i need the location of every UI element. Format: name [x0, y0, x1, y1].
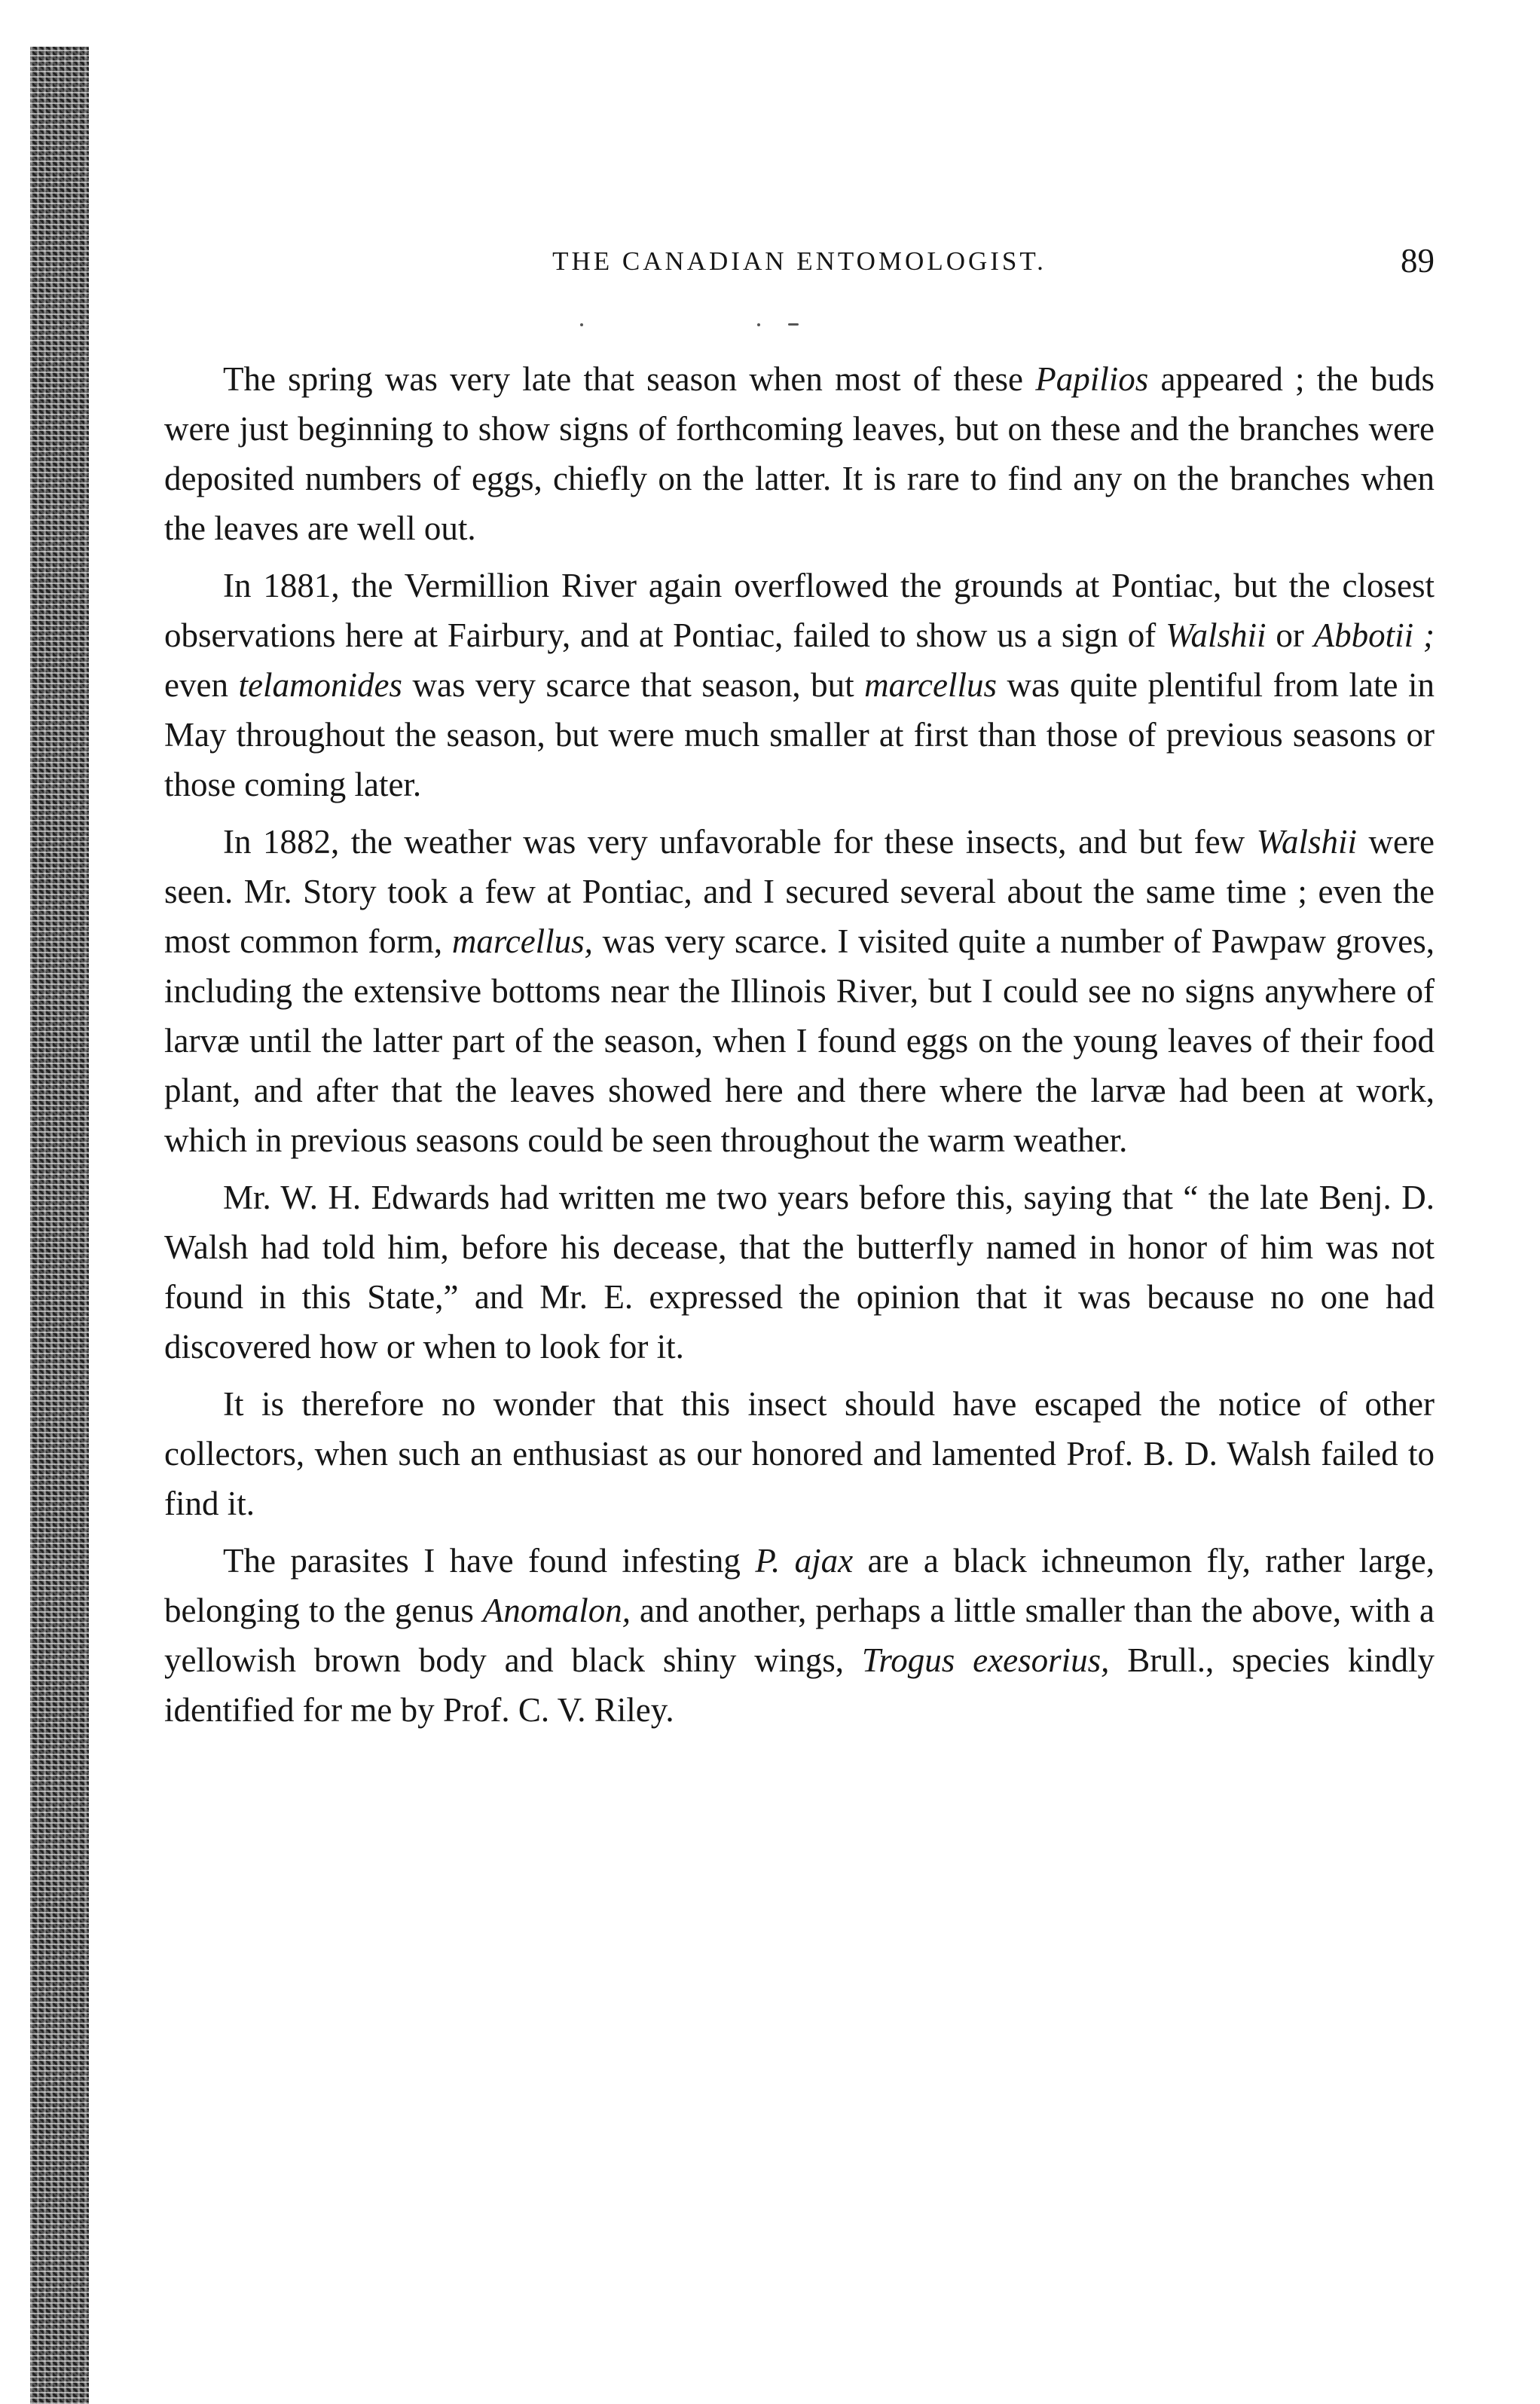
text-run: The parasites I have found infesting	[223, 1542, 756, 1580]
paragraph	[164, 354, 1435, 553]
text-run: or	[1266, 616, 1314, 654]
italic-term: P. ajax	[755, 1542, 854, 1580]
italic-term: marcellus,	[451, 922, 593, 960]
italic-term: Walshii	[1256, 823, 1358, 861]
text-run: appeared ; the buds were just beginning to show signs of forthcoming leaves, but on these and the branches were deposited numbers of eggs, chiefly on the latter. It is rare to find any on the branches when the leaves are well out.	[164, 360, 1435, 547]
italic-term: Abbotii ;	[1313, 616, 1435, 654]
text-run: was very scarce. I visited quite a number of Pawpaw groves, including the extensive bottoms near the Illinois River, but I could see no signs anywhere of larvæ until the latter part of the season, when I found eggs on the young leaves of their food plant, and after that the leaves showed here and there where the larvæ had been at work, which in previous seasons could be seen throughout the warm weather.	[164, 922, 1435, 1159]
italic-term: Anomalon,	[482, 1592, 631, 1629]
binding-edge	[30, 47, 89, 2404]
print-specks	[573, 320, 889, 329]
text-run: In 1882, the weather was very unfavorable for these insects, and but few	[223, 823, 1257, 861]
text-run: It is therefore no wonder that this insect should have escaped the notice of other collectors, when such an enthusiast as our honored and lamented Prof. B. D. Walsh failed to find it.	[164, 1385, 1435, 1522]
paragraph	[164, 1379, 1435, 1528]
page-number: 89	[1401, 242, 1435, 280]
running-head	[164, 243, 1435, 288]
text-run: Mr. W. H. Edwards had written me two years before this, saying that “ the late Benj. D. Walsh had told him, before his decease, that the butterfly named in honor of him was not found in this State,” and Mr. E. expressed the opinion that it was because no one had discovered how or when to look for it.	[164, 1179, 1435, 1366]
paragraph	[164, 1173, 1435, 1372]
paragraph	[164, 1536, 1435, 1735]
text-run: were seen. Mr. Story took a few at Pontiac, and I secured several about the same time ; even the most common form,	[164, 823, 1435, 960]
text-run: In 1881, the Vermillion River again overflowed the grounds at Pontiac, but the closest observations here at Fairbury, and at Pontiac, failed to show us a sign of	[164, 567, 1435, 654]
text-run: The spring was very late that season when most of these	[223, 360, 1036, 398]
paragraph	[164, 817, 1435, 1165]
text-run: are a black ichneumon fly, rather large, belonging to the genus	[164, 1542, 1435, 1629]
text-run: even	[164, 666, 239, 704]
text-run: Brull., species kindly identified for me by Prof. C. V. Riley.	[164, 1641, 1435, 1729]
text-run: was quite plentiful from late in May throughout the season, but were much smaller at first than those of previous seasons or those coming later.	[164, 666, 1435, 803]
italic-term: telamonides	[238, 666, 402, 704]
journal-title: THE CANADIAN ENTOMOLOGIST.	[552, 246, 1047, 276]
paragraph	[164, 561, 1435, 809]
italic-term: Trogus exesorius,	[861, 1641, 1110, 1679]
italic-term: Papilios	[1035, 360, 1149, 398]
italic-term: marcellus	[864, 666, 997, 704]
body-text	[164, 354, 1435, 1742]
text-run: and another, perhaps a little smaller than the above, with a yellowish brown body and black shiny wings,	[164, 1592, 1435, 1679]
text-run: was very scarce that season, but	[402, 666, 865, 704]
italic-term: Walshii	[1166, 616, 1267, 654]
